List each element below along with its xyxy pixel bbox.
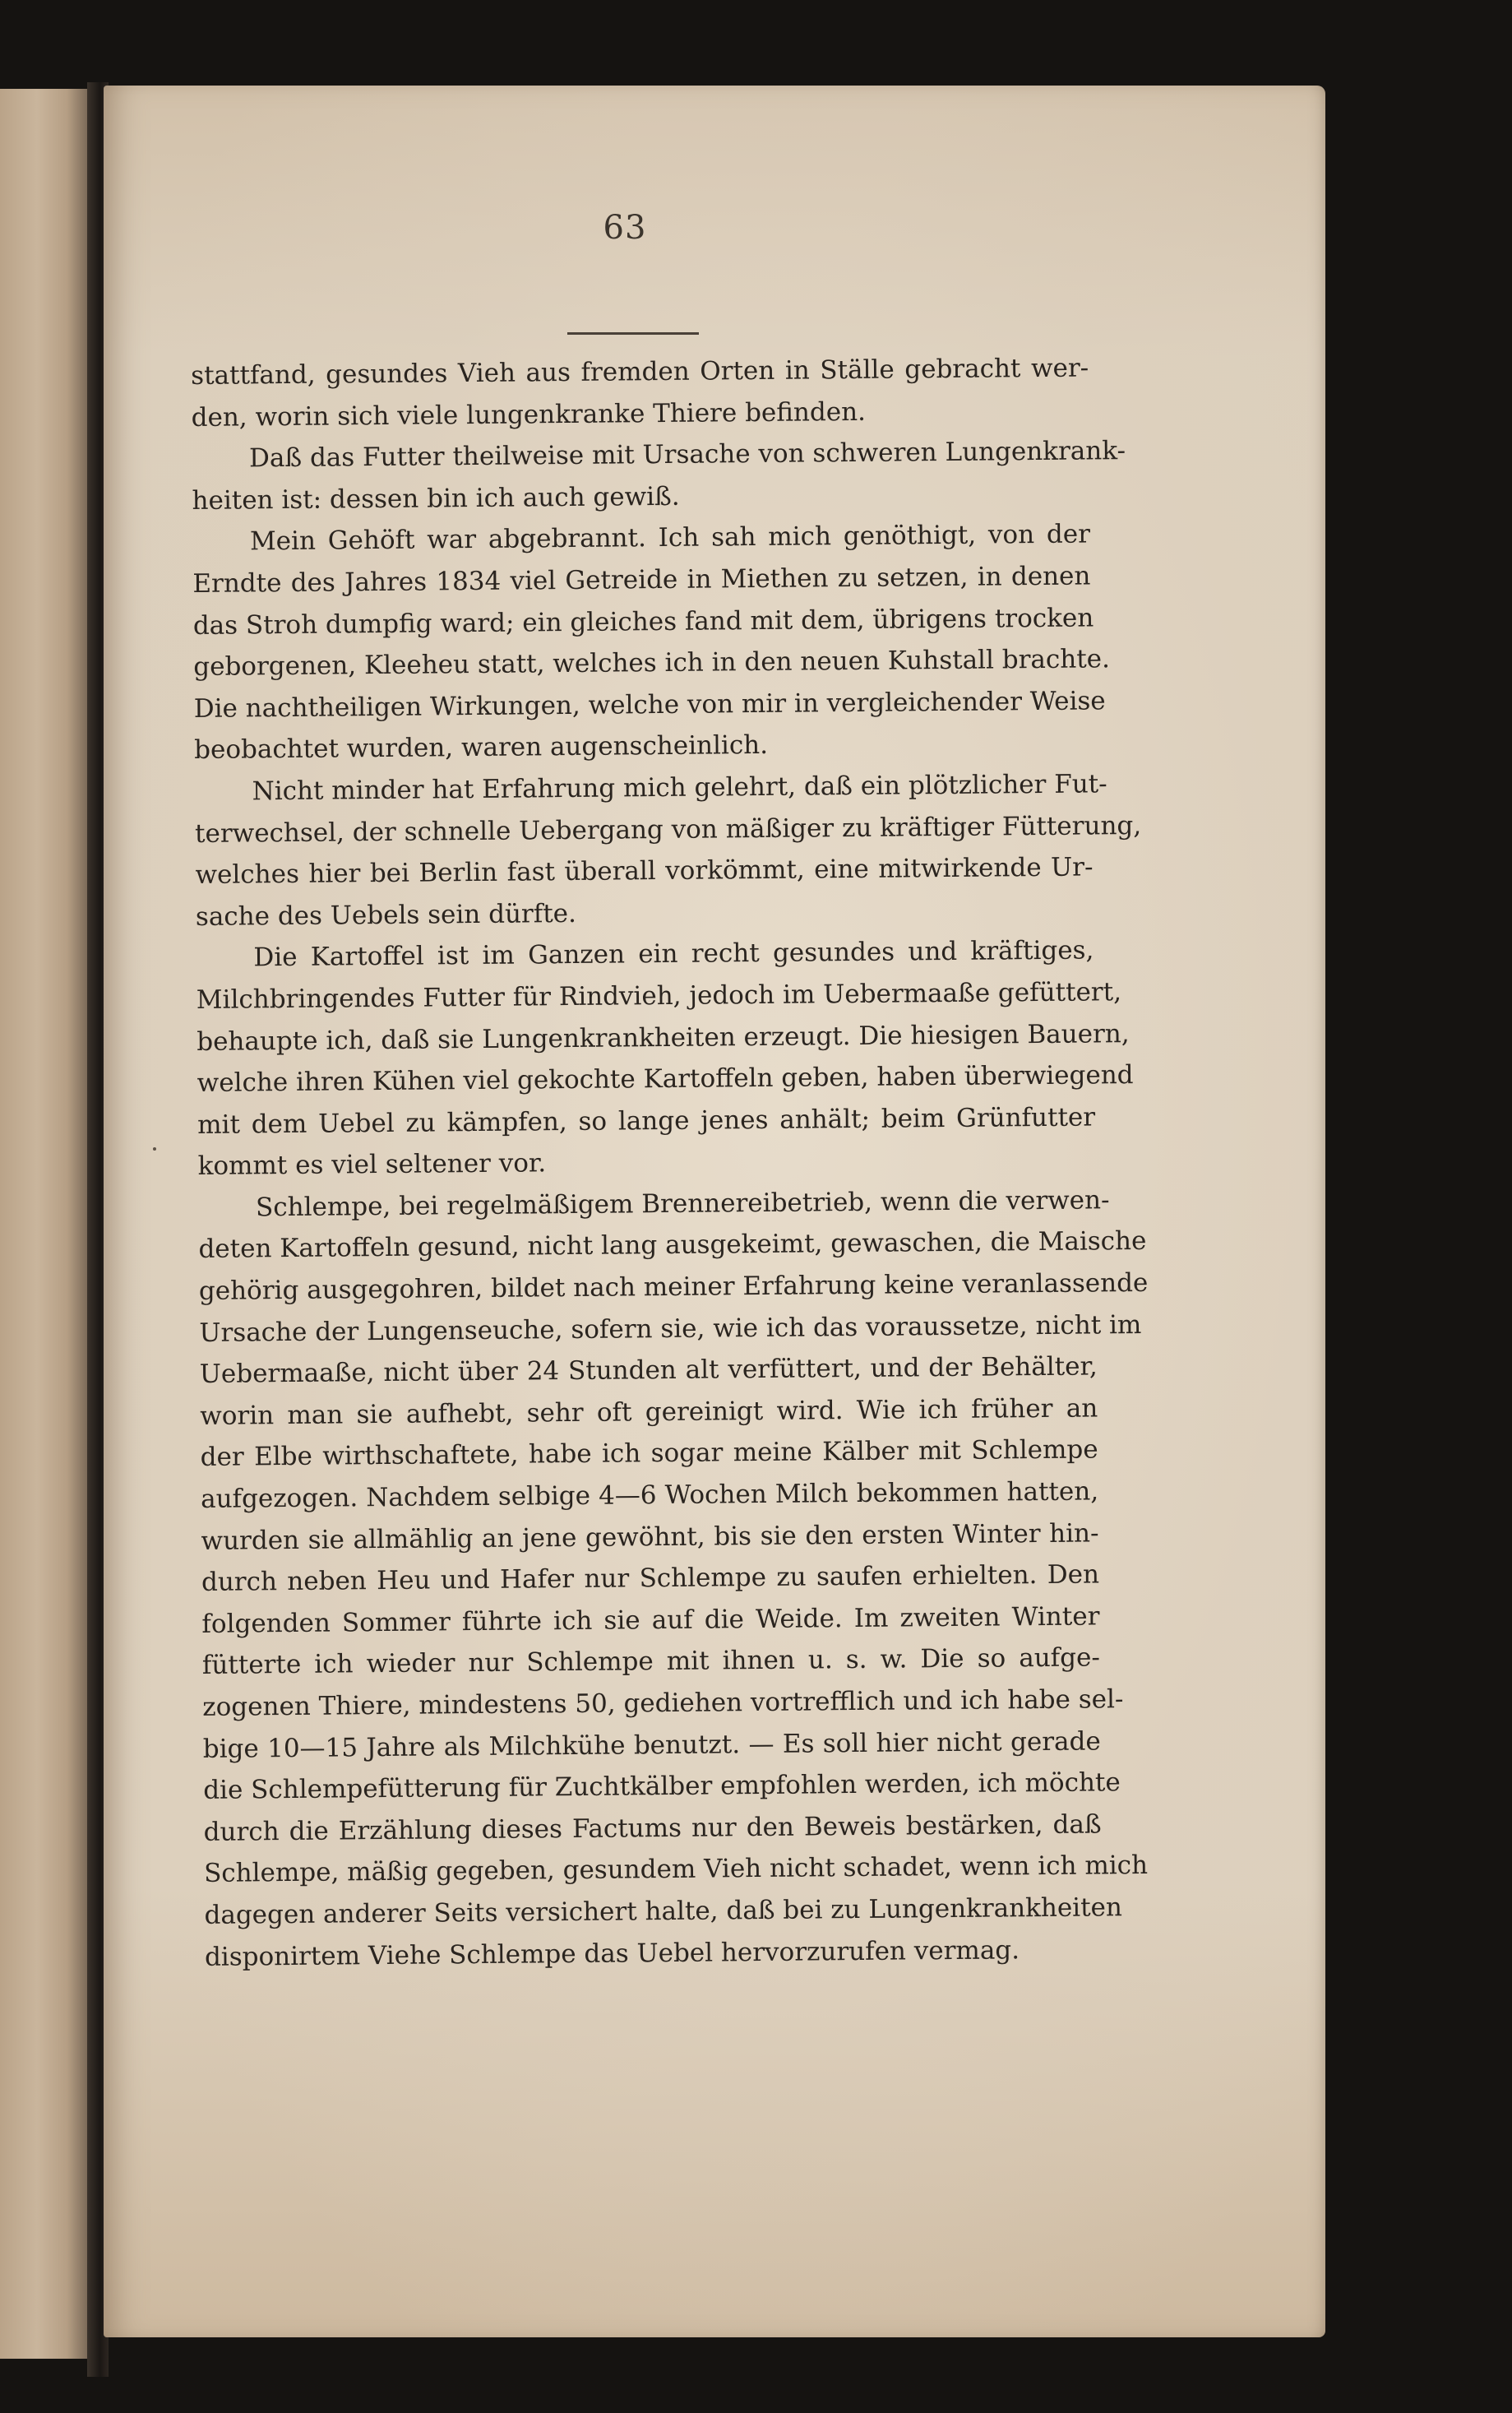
page-number-rule xyxy=(567,332,699,335)
text-line: kommt es viel seltener vor. xyxy=(197,1148,547,1182)
text-line: die Schlempefütterung für Zuchtkälber empfohlen werden, ich möchte xyxy=(203,1767,1121,1806)
text-line: Erndte des Jahres 1834 viel Getreide in Miethen zu setzen, in denen xyxy=(192,561,1091,599)
text-line: sache des Uebels sein dürfte. xyxy=(195,898,577,932)
text-line: disponirtem Viehe Schlempe das Uebel hervorzurufen vermag. xyxy=(204,1934,1020,1972)
text-line: Die nachtheiligen Wirkungen, welche von mir in vergleichender Weise xyxy=(193,686,1106,724)
text-line: durch die Erzählung dieses Factums nur den Beweis bestärken, daß xyxy=(203,1809,1102,1847)
text-line: Mein Gehöft war abgebrannt. Ich sah mich genöthigt, von der xyxy=(249,519,1091,557)
text-line: Uebermaaße, nicht über 24 Stunden alt verfüttert, und der Behälter, xyxy=(199,1351,1098,1390)
text-line: wurden sie allmählig an jene gewöhnt, bis sie den ersten Winter hin- xyxy=(201,1518,1099,1556)
text-line: heiten ist: dessen bin ich auch gewiß. xyxy=(192,481,680,516)
text-line: Schlempe, mäßig gegeben, gesundem Vieh nicht schadet, wenn ich mich xyxy=(203,1850,1149,1889)
text-line: das Stroh dumpfig ward; ein gleiches fand mit dem, übrigens trocken xyxy=(192,602,1094,641)
text-line: Ursache der Lungenseuche, sofern sie, wie ich das voraussetze, nicht im xyxy=(199,1309,1142,1348)
text-line: mit dem Uebel zu kämpfen, so lange jenes anhält; beim Grünfutter xyxy=(197,1102,1096,1140)
page-number: 63 xyxy=(603,209,647,247)
text-line: zogenen Thiere, mindestens 50, gediehen vortrefflich und ich habe sel- xyxy=(202,1684,1124,1722)
text-line: stattfand, gesundes Vieh aus fremden Orten in Ställe gebracht wer- xyxy=(191,353,1089,391)
text-line: welche ihren Kühen viel gekochte Kartoffeln geben, haben überwiegend xyxy=(197,1060,1134,1099)
text-line: Milchbringendes Futter für Rindvieh, jedoch im Uebermaaße gefüttert, xyxy=(196,977,1122,1015)
text-line: welches hier bei Berlin fast überall vorkömmt, eine mitwirkende Ur- xyxy=(195,852,1094,891)
facing-page-edge xyxy=(0,89,92,2359)
text-line: Nicht minder hat Erfahrung mich gelehrt, daß ein plötzlicher Fut- xyxy=(252,769,1107,807)
text-line: worin man sie aufhebt, sehr oft gereinigt wird. Wie ich früher an xyxy=(200,1393,1098,1431)
text-line: den, worin sich viele lungenkranke Thiere befinden. xyxy=(191,396,867,433)
text-line: behaupte ich, daß sie Lungenkrankheiten erzeugt. Die hiesigen Bauern, xyxy=(197,1018,1130,1057)
text-line: gehörig ausgegohren, bildet nach meiner Erfahrung keine veranlassende xyxy=(198,1267,1149,1307)
text-line: Schlempe, bei regelmäßigem Brennereibetrieb, wenn die verwen- xyxy=(255,1185,1110,1223)
text-line: fütterte ich wieder nur Schlempe mit ihnen u. s. w. Die so aufge- xyxy=(201,1642,1101,1681)
text-line: deten Kartoffeln gesund, nicht lang ausgekeimt, gewaschen, die Maische xyxy=(198,1226,1147,1265)
text-line: durch neben Heu und Hafer nur Schlempe zu saufen erhielten. Den xyxy=(201,1559,1100,1598)
text-line: Daß das Futter theilweise mit Ursache von schweren Lungenkrank- xyxy=(248,436,1126,474)
text-line: Die Kartoffel ist im Ganzen ein recht gesundes und kräftiges, xyxy=(253,935,1094,973)
text-line: beobachtet wurden, waren augenscheinlich. xyxy=(194,730,769,766)
text-line: folgenden Sommer führte ich sie auf die Weide. Im zweiten Winter xyxy=(201,1601,1100,1639)
text-line: terwechsel, der schnelle Uebergang von mäßiger zu kräftiger Fütterung, xyxy=(194,810,1142,849)
text-line: dagegen anderer Seits versichert halte, daß bei zu Lungenkrankheiten xyxy=(204,1892,1123,1930)
page-body-text xyxy=(191,347,1149,1978)
text-line: geborgenen, Kleeheu statt, welches ich in den neuen Kuhstall brachte. xyxy=(193,644,1111,683)
text-line: aufgezogen. Nachdem selbige 4—6 Wochen Milch bekommen hatten, xyxy=(200,1476,1099,1514)
text-line: der Elbe wirthschaftete, habe ich sogar meine Kälber mit Schlempe xyxy=(200,1434,1098,1473)
text-line: bige 10—15 Jahre als Milchkühe benutzt. — Es soll hier nicht gerade xyxy=(202,1726,1101,1764)
margin-speck xyxy=(153,1147,156,1151)
